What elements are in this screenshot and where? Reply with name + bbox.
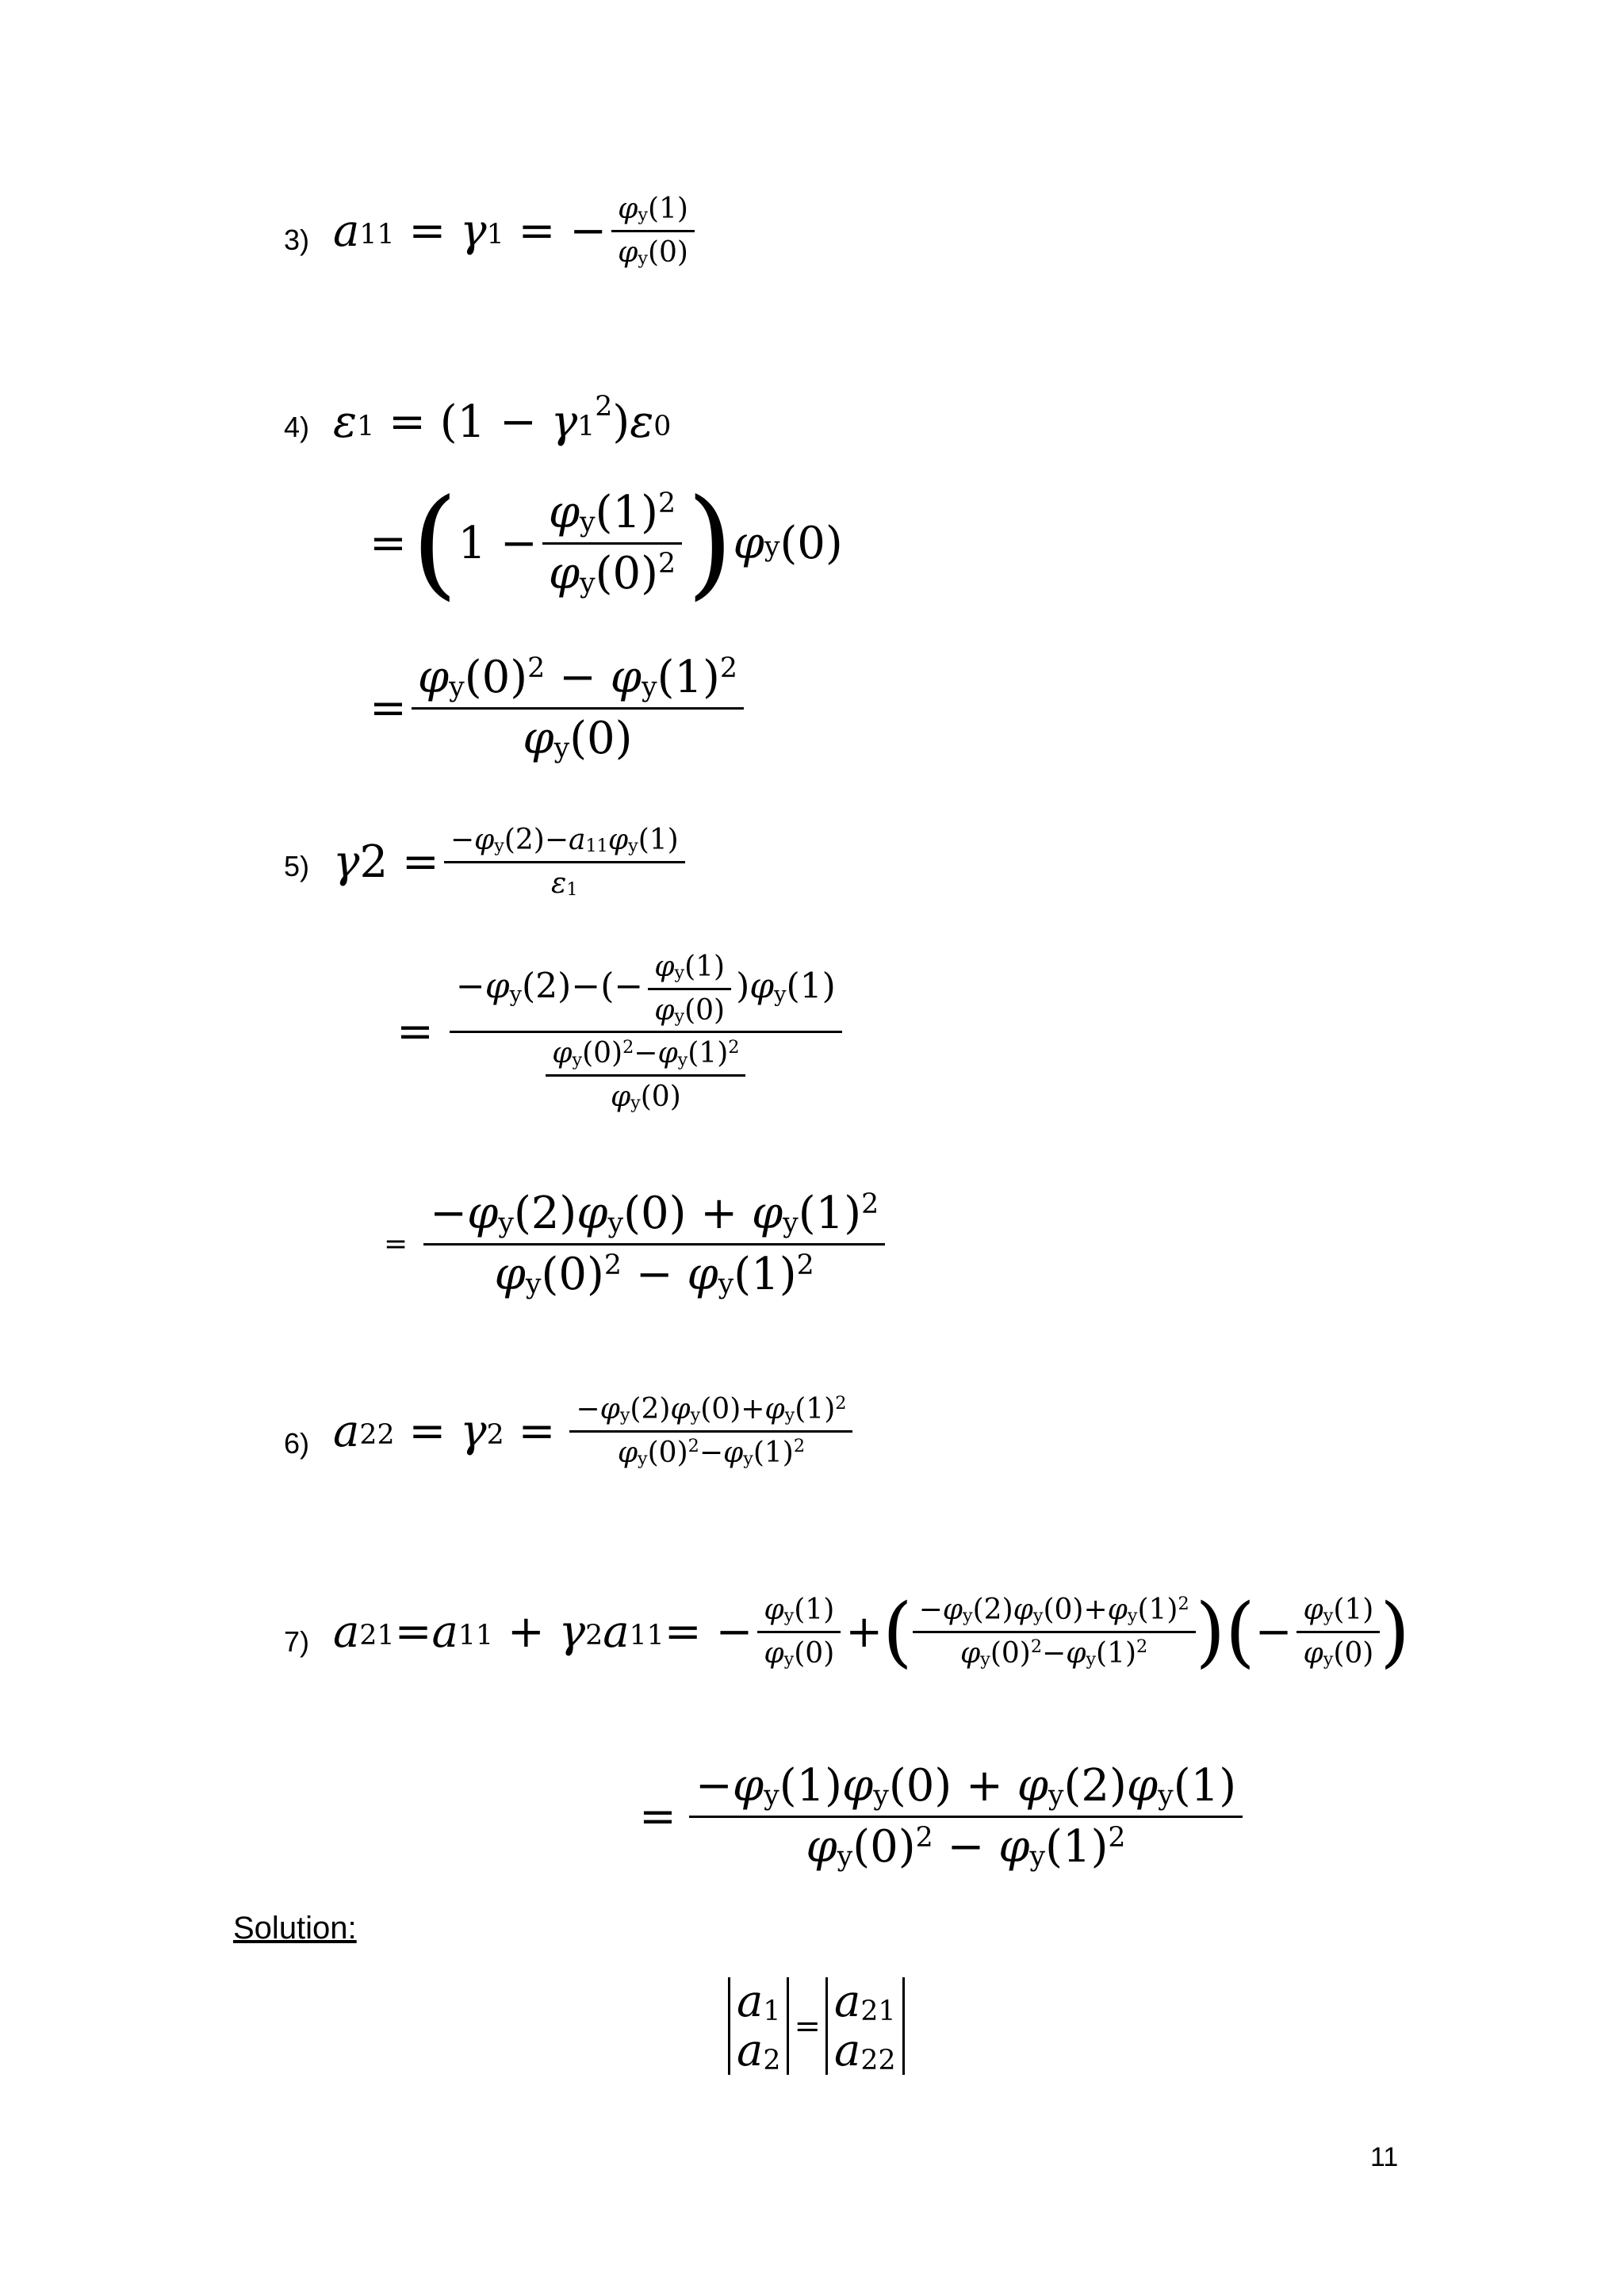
- equation-6: a 22 = γ 2 = $\frac{-\varphi y(2)\varphi y(0)+\varphi y(1)^2}{\varphi y(0)^2-\varphi y(1)^2}$: [333, 1394, 857, 1468]
- equation-4-line-2: = ( 1 − $\frac{\varphi y(1)^2}{\varphi y(0)^2}$ ) φ y (0): [370, 474, 843, 612]
- item-label-4: 4): [284, 411, 310, 443]
- equation-7-line-2: = $\frac{-\varphi y(1)\varphi y(0) + \varphi y(2)\varphi y(1)}{\varphi y(0)^2 - \varphi y(1)^2}$: [639, 1762, 1247, 1871]
- matrix-right: a21 a22: [825, 1977, 905, 2075]
- solution-label: Solution:: [233, 1911, 357, 1946]
- item-label-7: 7): [284, 1625, 310, 1658]
- matrix-left: a1 a2: [728, 1977, 789, 2075]
- equation-7-line-1: a 21 = a 11 + γ 2 a 11 = − $\frac{\varphi y(1)}{\varphi y(0)}$ + ( $\frac{-\varphi y(2)\varphi y(0)+\varphi y(1)^2}{\varphi y(0)^2-\varphi y(1)^2}$ ) ( − $\frac{\varphi y(1)}{\varphi y(0)}$ ): [333, 1587, 1410, 1676]
- page-number: 11: [1370, 2142, 1399, 2172]
- item-label-5: 5): [284, 850, 310, 882]
- equation-4-line-1: ε 1 = (1 − γ 1 2 ) ε 0: [333, 391, 672, 448]
- solution-matrix-equation: a1 a2 = a21 a22: [728, 1977, 905, 2075]
- equation-3: a 11 = γ 1 = − $\frac{\varphi y(1)}{\varphi y(0)}$: [333, 193, 699, 268]
- equation-5-line-1: γ 2 = $\frac{-\varphi y(2)-a11\varphi y(1)}{\varepsilon 1}$: [333, 825, 690, 899]
- item-label-6: 6): [284, 1427, 310, 1460]
- item-label-3: 3): [284, 224, 310, 256]
- equation-4-line-3: = $\frac{\varphi y(0)^2 - \varphi y(1)^2}{\varphi y(0)}$: [370, 653, 749, 763]
- equation-5-line-3: = $\frac{-\varphi y(2)\varphi y(0) + \varphi y(1)^2}{\varphi y(0)^2 - \varphi y(1)^2}$: [384, 1189, 890, 1299]
- equation-5-line-2: = −φy(2)−(− $\frac{\varphi y(1)}{\varphi y(0)}$ )φy(1) $\frac{\varphi y(0)^2-\varphi y(1)^2}{\varphi y(0)}$: [396, 951, 847, 1112]
